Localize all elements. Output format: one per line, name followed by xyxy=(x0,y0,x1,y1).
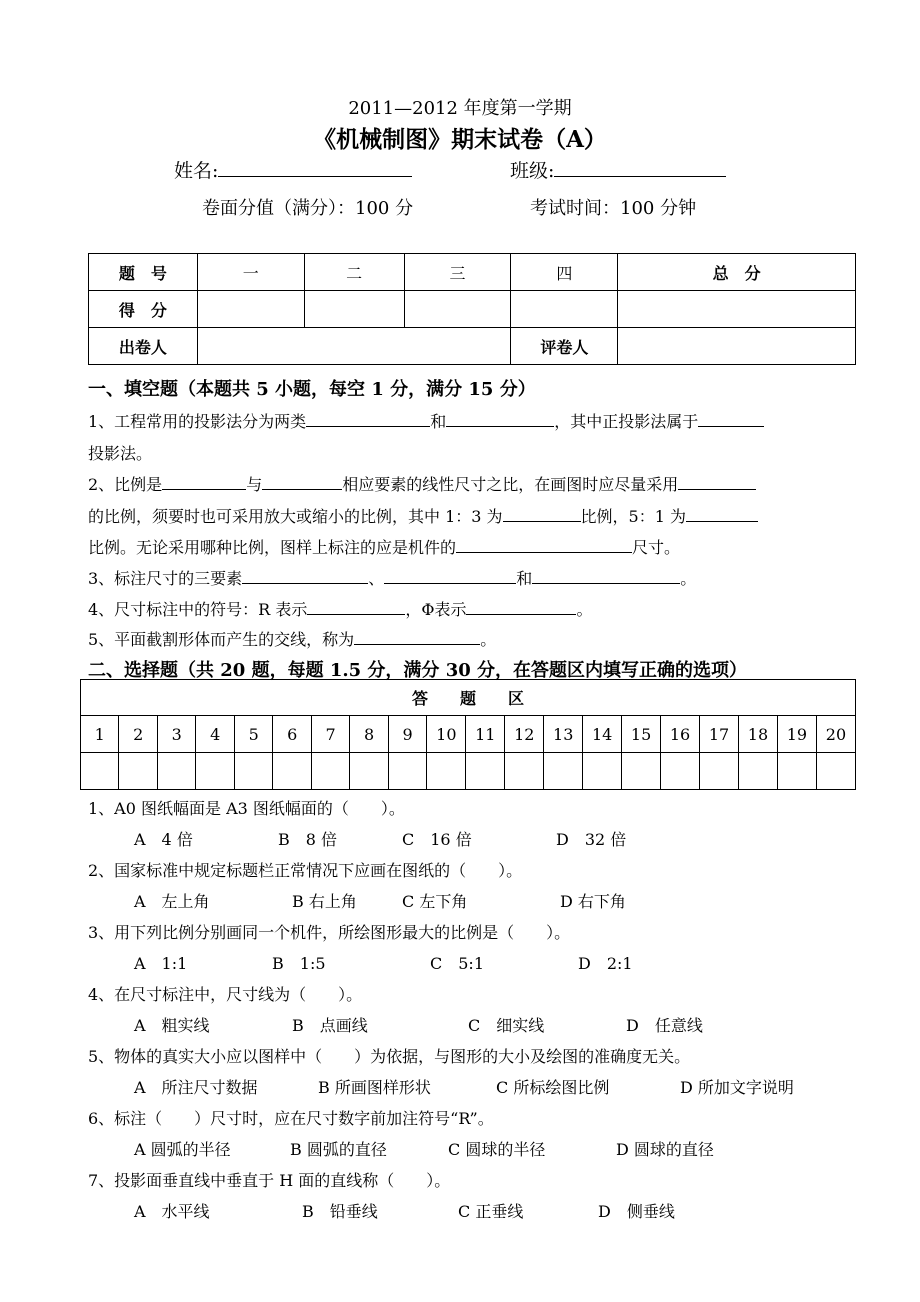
mc-option: C 正垂线 xyxy=(458,1202,524,1221)
answer-number-cell: 12 xyxy=(505,716,544,753)
mc-option: A 左上角 xyxy=(134,892,210,911)
answer-blank[interactable] xyxy=(698,412,764,427)
mc-option: C 细实线 xyxy=(468,1016,545,1035)
answer-number-cell: 7 xyxy=(311,716,349,753)
answer-number-cell: 3 xyxy=(157,716,195,753)
answer-input-cell[interactable] xyxy=(311,753,349,790)
answer-number-cell: 8 xyxy=(350,716,388,753)
q2-line2: 的比例，须要时也可采用放大或缩小的比例，其中 1：3 为 比例，5：1 为 xyxy=(88,504,758,527)
score-table-cell: 一 xyxy=(197,254,304,291)
mc-option: D 32 倍 xyxy=(556,830,627,849)
mc-option: B 铅垂线 xyxy=(302,1202,378,1221)
mc-option: A 圆弧的半径 xyxy=(134,1140,231,1159)
mc-option: C 左下角 xyxy=(402,892,468,911)
answer-input-cell[interactable] xyxy=(700,753,739,790)
answer-input-cell[interactable] xyxy=(273,753,311,790)
answer-input-cell[interactable] xyxy=(466,753,505,790)
grader-cell[interactable] xyxy=(618,328,856,365)
answer-blank[interactable] xyxy=(306,412,430,427)
answer-input-cell[interactable] xyxy=(738,753,777,790)
mc-option: A 水平线 xyxy=(134,1202,210,1221)
score-table-cell: 二 xyxy=(304,254,404,291)
mc-option: D 所加文字说明 xyxy=(680,1078,794,1097)
mc-option: A 粗实线 xyxy=(134,1016,210,1035)
answer-input-cell[interactable] xyxy=(119,753,157,790)
answer-number-cell: 14 xyxy=(583,716,622,753)
answer-blank[interactable] xyxy=(466,600,576,615)
answer-number-cell: 11 xyxy=(466,716,505,753)
mc-option: B 右上角 xyxy=(292,892,357,911)
answer-input-cell[interactable] xyxy=(661,753,700,790)
q2-line1: 2、比例是 与 相应要素的线性尺寸之比，在画图时应尽量采用 xyxy=(88,472,756,495)
answer-blank[interactable] xyxy=(307,600,405,615)
mc-option: D 侧垂线 xyxy=(598,1202,675,1221)
answer-blank[interactable] xyxy=(446,412,554,427)
exam-term: 2011—2012 年度第一学期 xyxy=(348,98,572,119)
q1-line1: 1、工程常用的投影法分为两类 和 ，其中正投影法属于 xyxy=(88,409,764,432)
score-table-cell: 题 号 xyxy=(89,254,198,291)
mc-option: B 圆弧的直径 xyxy=(290,1140,387,1159)
class-label: 班级: xyxy=(510,160,555,182)
mc-question-6: 6、标注（ ）尺寸时，应在尺寸数字前加注符号“R”。 xyxy=(88,1109,494,1128)
answer-blank[interactable] xyxy=(532,569,680,584)
score-cell[interactable] xyxy=(197,291,304,328)
answer-number-cell: 20 xyxy=(816,716,855,753)
answer-blank[interactable] xyxy=(242,569,368,584)
answer-blank[interactable] xyxy=(262,475,342,490)
q3-line: 3、标注尺寸的三要素 、 和 。 xyxy=(88,569,697,588)
name-blank[interactable] xyxy=(218,162,412,177)
answer-number-cell: 4 xyxy=(196,716,234,753)
mc-question-5: 5、物体的真实大小应以图样中（ ）为依据，与图形的大小及绘图的准确度无关。 xyxy=(88,1047,691,1066)
answer-blank[interactable] xyxy=(503,507,581,522)
answer-blank[interactable] xyxy=(162,475,246,490)
answer-input-cell[interactable] xyxy=(816,753,855,790)
score-label: 得 分 xyxy=(89,291,198,328)
mc-option: D 右下角 xyxy=(560,892,626,911)
score-table-score-row xyxy=(89,291,856,328)
mc-option: D 2:1 xyxy=(578,954,633,973)
answer-input-cell[interactable] xyxy=(427,753,466,790)
mc-option: C 圆球的半径 xyxy=(448,1140,546,1159)
class-field[interactable] xyxy=(510,156,726,183)
answer-input-cell[interactable] xyxy=(583,753,622,790)
time-info: 考试时间：100 分钟 xyxy=(530,198,697,219)
mc-question-3: 3、用下列比例分别画同一个机件，所绘图形最大的比例是（ ）。 xyxy=(88,923,571,942)
mc-option: C 16 倍 xyxy=(402,830,472,849)
score-cell[interactable] xyxy=(511,291,618,328)
mc-option: C 所标绘图比例 xyxy=(496,1078,610,1097)
answer-number-cell: 17 xyxy=(700,716,739,753)
answer-number-cell: 2 xyxy=(119,716,157,753)
answer-number-cell: 6 xyxy=(273,716,311,753)
class-blank[interactable] xyxy=(554,162,726,177)
mc-option: A 所注尺寸数据 xyxy=(134,1078,258,1097)
q2-line3: 比例。无论采用哪种比例，图样上标注的应是机件的 尺寸。 xyxy=(88,538,681,557)
answer-input-cell[interactable] xyxy=(81,753,119,790)
answer-number-cell: 10 xyxy=(427,716,466,753)
answer-input-cell[interactable] xyxy=(622,753,661,790)
answer-number-cell: 16 xyxy=(661,716,700,753)
mc-option: D 圆球的直径 xyxy=(616,1140,714,1159)
answer-blank[interactable] xyxy=(384,569,516,584)
answer-blank[interactable] xyxy=(686,507,758,522)
answer-input-cell[interactable] xyxy=(234,753,272,790)
q1-line2: 投影法。 xyxy=(88,444,153,463)
grader-label: 评卷人 xyxy=(511,328,618,365)
score-table-cell: 总 分 xyxy=(618,254,856,291)
answer-blank[interactable] xyxy=(456,538,632,553)
answer-number-cell: 5 xyxy=(234,716,272,753)
answer-number-cell: 19 xyxy=(777,716,816,753)
answer-blank[interactable] xyxy=(678,475,756,490)
q5-line: 5、平面截割形体而产生的交线，称为 。 xyxy=(88,630,497,649)
name-field[interactable] xyxy=(174,156,412,183)
name-label: 姓名: xyxy=(174,160,219,182)
answer-number-cell: 9 xyxy=(388,716,426,753)
mc-question-7: 7、投影面垂直线中垂直于 H 面的直线称（ ）。 xyxy=(88,1171,451,1190)
answer-input-cell[interactable] xyxy=(777,753,816,790)
answer-number-cell: 18 xyxy=(738,716,777,753)
score-table-header-row xyxy=(89,254,856,291)
answer-number-row xyxy=(81,716,856,753)
mc-option: A 1:1 xyxy=(134,954,188,973)
mc-option: B 所画图样形状 xyxy=(318,1078,431,1097)
mc-option: C 5:1 xyxy=(430,954,484,973)
answer-table xyxy=(80,679,856,790)
answer-input-cell[interactable] xyxy=(196,753,234,790)
mc-option: B 点画线 xyxy=(292,1016,368,1035)
q4-line: 4、尺寸标注中的符号：R 表示 ，Φ表示 。 xyxy=(88,600,593,619)
setter-cell[interactable] xyxy=(197,328,511,365)
mc-option: B 1:5 xyxy=(272,954,326,973)
section1-heading: 一、填空题（本题共 5 小题，每空 1 分，满分 15 分） xyxy=(88,379,536,400)
exam-title: 《机械制图》期末试卷（A） xyxy=(313,126,607,153)
mc-option: B 8 倍 xyxy=(278,830,338,849)
mc-question-4: 4、在尺寸标注中，尺寸线为（ ）。 xyxy=(88,985,363,1004)
mc-question-2: 2、国家标准中规定标题栏正常情况下应画在图纸的（ ）。 xyxy=(88,861,523,880)
score-table-cell: 四 xyxy=(511,254,618,291)
answer-blank[interactable] xyxy=(354,630,480,645)
answer-area-title: 答 题 区 xyxy=(81,680,856,716)
mc-question-1: 1、A0 图纸幅面是 A3 图纸幅面的（ ）。 xyxy=(88,799,405,818)
section2-heading: 二、选择题（共 20 题，每题 1.5 分，满分 30 分，在答题区内填写正确的选项） xyxy=(88,660,748,681)
answer-input-row xyxy=(81,753,856,790)
score-cell[interactable] xyxy=(618,291,856,328)
answer-number-cell: 13 xyxy=(544,716,583,753)
answer-input-cell[interactable] xyxy=(388,753,426,790)
score-cell[interactable] xyxy=(304,291,404,328)
score-cell[interactable] xyxy=(404,291,511,328)
score-table xyxy=(88,253,856,365)
answer-input-cell[interactable] xyxy=(350,753,388,790)
answer-input-cell[interactable] xyxy=(505,753,544,790)
setter-label: 出卷人 xyxy=(89,328,198,365)
score-table-signature-row xyxy=(89,328,856,365)
answer-number-cell: 1 xyxy=(81,716,119,753)
answer-number-cell: 15 xyxy=(622,716,661,753)
answer-input-cell[interactable] xyxy=(544,753,583,790)
score-table-cell: 三 xyxy=(404,254,511,291)
mc-option: D 任意线 xyxy=(626,1016,703,1035)
answer-input-cell[interactable] xyxy=(157,753,195,790)
mc-option: A 4 倍 xyxy=(134,830,193,849)
score-info: 卷面分值（满分）：100 分 xyxy=(202,198,414,219)
